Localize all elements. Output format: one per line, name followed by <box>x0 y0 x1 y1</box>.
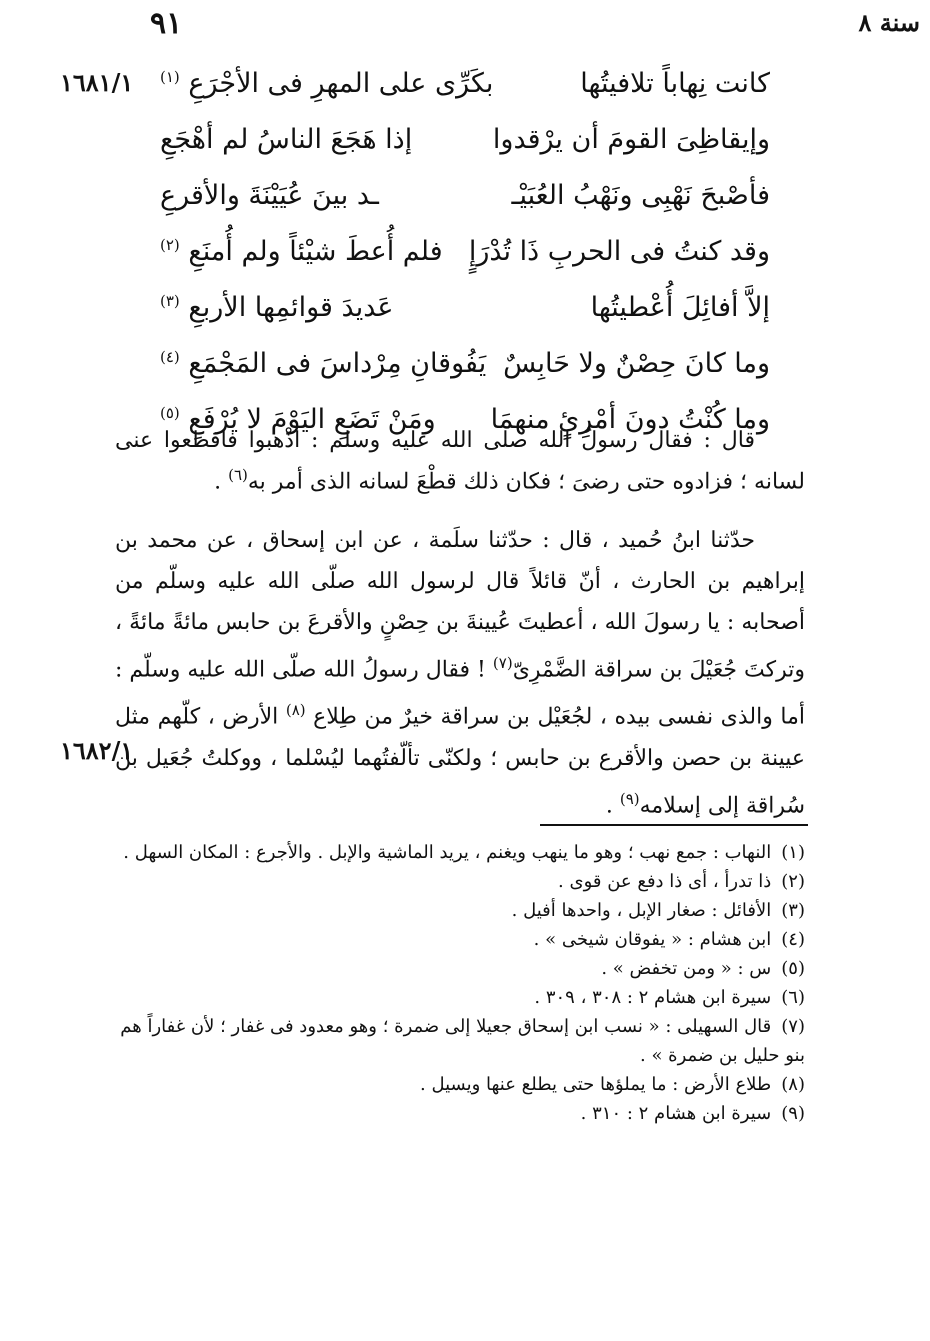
footnote-marker: (٣) <box>160 291 180 310</box>
poem-verse <box>160 111 770 167</box>
footnote-number: (٤) <box>781 929 805 950</box>
footnote-marker: (٥) <box>160 403 180 422</box>
footnote <box>115 954 805 983</box>
footnote-number: (٦) <box>781 987 805 1008</box>
poem-verse <box>160 55 770 111</box>
footnote <box>115 838 805 867</box>
footnote-text: قال السهيلى : « نسب ابن إسحاق جعيلا إلى ضمرة ؛ وهو معدود فى غفار ؛ لأن غفاراً هم بنو حليل بن ضمرة » . <box>120 1016 805 1066</box>
footnote-text: سيرة ابن هشام ٢ : ٣١٠ . <box>580 1103 772 1124</box>
footnote-marker: (٨) <box>285 701 306 720</box>
page-number: ٩١ <box>150 6 183 41</box>
verse-first-hemistich: وقد كنتُ فى الحربِ ذَا تُدْرَإٍ <box>468 235 770 267</box>
footnote <box>115 925 805 954</box>
year-label: سنة ٨ <box>858 8 920 37</box>
footnote-number: (١) <box>781 842 805 863</box>
footnote-marker: (٢) <box>160 235 180 254</box>
paragraph-end: . <box>605 792 620 818</box>
verse-second-hemistich: ـد بينَ عُيَيْنَةَ والأقرعِ <box>160 179 379 211</box>
footnote-text: ابن هشام : « يفوقان شيخى » . <box>533 929 772 950</box>
verse-second-hemistich <box>160 68 493 99</box>
margin-reference: ١٦٨٢/١ <box>60 736 134 765</box>
footnote-marker: (١) <box>160 67 180 86</box>
verse-first-hemistich: وما كُنْتُ دونَ أمْرِئٍ منهمَا <box>490 403 770 435</box>
verse-first-hemistich: وإيقاظِىَ القومَ أن يرْقدوا <box>492 123 770 155</box>
footnote <box>115 1012 805 1070</box>
hemistich-text: بكَرِّى على المهرِ فى الأجْرَعِ <box>188 67 494 99</box>
footnote-text: طلاع الأرض : ما يملؤها حتى يطلع عنها ويسيل . <box>420 1074 772 1095</box>
footnote-number: (٩) <box>781 1103 805 1124</box>
footnote-number: (٣) <box>781 900 805 921</box>
verse-second-hemistich: إذا هَجَعَ الناسُ لم أهْجَعِ <box>160 123 413 155</box>
hemistich-text: يَفُوقانِ مِرْداسَ فى المَجْمَعِ <box>188 347 487 379</box>
poem-verse <box>160 279 770 335</box>
verse-second-hemistich <box>160 348 486 379</box>
hemistich-text: فلم أُعطَ شيْئاً ولم أُمنَعِ <box>188 235 443 267</box>
footnote-marker: (٩) <box>619 789 640 808</box>
verse-second-hemistich <box>160 292 394 323</box>
paragraph-body: قال : فقال رسولُ الله صلى الله عليه وسلم : اذْهبوا فاقطعوا عنى لسانه ؛ فزادوه حتى رضىَ ؛ فكان ذلك قطْعَ لسانه الذى أمر به <box>115 428 805 495</box>
footnote-text: سيرة ابن هشام ٢ : ٣٠٨ ، ٣٠٩ . <box>534 987 772 1008</box>
footnote-marker: (٧) <box>492 654 513 672</box>
footnotes <box>115 838 805 1128</box>
poem-verse <box>160 335 770 391</box>
footnote <box>115 983 805 1012</box>
paragraph-text <box>115 424 805 499</box>
footnote-number: (٥) <box>781 958 805 979</box>
hemistich-text: عَديدَ قوائمِها الأربعِ <box>188 291 394 323</box>
poem-verse <box>160 167 770 223</box>
verse-first-hemistich: فأصْبحَ نَهْبِى ونَهْبُ العُبَيْـ <box>511 179 770 211</box>
footnote-number: (٢) <box>781 871 805 892</box>
footnote-text: النهاب : جمع نهب ؛ وهو ما ينهب ويغنم ، يريد الماشية والإبل . والأجرع : المكان السهل . <box>123 842 772 863</box>
poem-verse <box>160 223 770 279</box>
paragraph-body: الأرض ، كلّهم مثل عيينة بن حصن والأقرع بن حابس ؛ ولكنّى تألّفتُهما ليُسْلما ، ووكلتُ جُعَيل بن سُراقة إلى إسلامه <box>115 704 805 818</box>
paragraph <box>115 520 805 826</box>
footnote-text: ذا تدرأ ، أى ذا دفع عن قوى . <box>558 871 772 892</box>
footnote <box>115 867 805 896</box>
verse-first-hemistich: إلاَّ أفائِلَ أُعْطيتُها <box>590 291 770 323</box>
footnote-number: (٧) <box>781 1016 805 1037</box>
footnote-text: س : « ومن تخفض » . <box>601 958 772 979</box>
footnote-marker: (٦) <box>228 466 248 484</box>
footnote-separator <box>540 824 808 826</box>
paragraph-text <box>115 520 805 826</box>
footnote-marker: (٤) <box>160 347 180 366</box>
margin-reference: ١٦٨١/١ <box>60 68 134 97</box>
paragraph-body: ! فقال رسولُ الله صلّى الله عليه وسلّم : أما والذى نفسى بيده ، لجُعَيْل بن سراقة خيرٌ من طِلاع <box>115 657 806 730</box>
verse-first-hemistich: كانت نِهاباً تلافيتُها <box>580 67 770 99</box>
footnote <box>115 1099 805 1128</box>
verse-second-hemistich <box>160 236 443 267</box>
footnote <box>115 896 805 925</box>
paragraph <box>115 424 805 499</box>
verse-first-hemistich: وما كانَ حِصْنٌ ولا حَابِسٌ <box>503 347 770 379</box>
poem <box>160 55 770 447</box>
footnote-number: (٨) <box>781 1074 805 1095</box>
footnote <box>115 1070 805 1099</box>
paragraph-body: حدّثنا ابنُ حُميد ، قال : حدّثنا سلَمة ، عن ابن إسحاق ، عن محمد بن إبراهيم بن الحارث ، أنّ قائلاً قال لرسول الله صلّى الله عليه وسلّم من أصحابه : يا رسولَ الله ، أعطيتَ عُيينةَ بن حِصْنٍ والأقرعَ بن حابس مائةً مائةً ، وتركتَ جُعَيْلَ بن سراقة الضَّمْرِىّ <box>115 528 805 683</box>
paragraph-end: . <box>214 469 229 495</box>
footnote-text: الأفائل : صغار الإبل ، واحدها أفيل . <box>511 900 772 921</box>
hemistich-text: ومَنْ تَضَعِ اليَوْمَ لا يُرْفَعِ <box>188 403 436 435</box>
